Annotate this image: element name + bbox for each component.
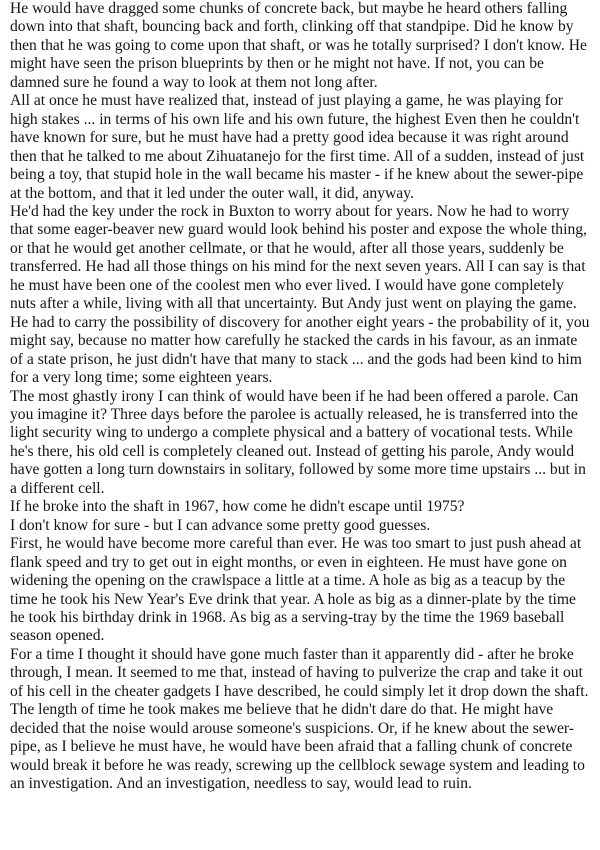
paragraph-4: He had to carry the possibility of discovery for another eight years - the probability of it, you might say, because no matter how carefully he stacked the cards in his favour, as an inmate of a state prison, he just didn't have that many to stack ... and the gods had been kind to him for a very long time; some eighteen years.: [10, 313, 590, 387]
paragraph-6: If he broke into the shaft in 1967, how come he didn't escape until 1975?: [10, 498, 465, 516]
paragraph-5: The most ghastly irony I can think of would have been if he had been offered a parole. Can you imagine it? Three days before the parolee is actually released, he is transferred into the light security wing to undergo a complete physical and a battery of vocational tests. While he's there, his old cell is completely cleaned out. Instead of getting his parole, Andy would have gotten a long turn downstairs in solitary, followed by some more time upstairs ... but in a different cell.: [10, 387, 586, 497]
paragraph-7: I don't know for sure - but I can advance some pretty good guesses.: [10, 516, 431, 534]
paragraph-1: He would have dragged some chunks of concrete back, but maybe he heard others falling down into that shaft, bouncing back and forth, clinking off that standpipe. Did he know by then that he was going to come upon that shaft, or was he totally surprised? I don't know. He might have seen the prison blueprints by then or he might not have. If not, you can be damned sure he found a way to look at them not long after.: [10, 0, 587, 91]
paragraph-8: First, he would have become more careful than ever. He was too smart to just push ahead at flank speed and try to get out in eight months, or even in eighteen. He must have gone on widening the opening on the crawlspace a little at a time. A hole as big as a teacup by the time he took his New Year's Eve drink that year. A hole as big as a dinner-plate by the time he took his birthday drink in 1968. As big as a serving-tray by the time the 1969 baseball season opened.: [10, 535, 582, 645]
paragraph-3: He'd had the key under the rock in Buxton to worry about for years. Now he had to worry that some eager-beaver new guard would look behind his poster and expose the whole thing, or that he would get another cellmate, or that he would, after all those years, suddenly be transferred. He had all those things on his mind for the next seven years. All I can say is that he must have been one of the coolest men who ever lived. I would have gone completely nuts after a while, living with all that uncertainty. But Andy just went on playing the game.: [10, 202, 587, 313]
paragraph-9: For a time I thought it should have gone much faster than it apparently did - after he broke through, I mean. It seemed to me that, instead of having to pulverize the crap and take it out of his cell in the cheater gadgets I have described, he could simply let it drop down the shaft. The length of time he took makes me believe that he didn't dare do that. He might have decided that the noise would arouse someone's suspicions. Or, if he knew about the sewer-pipe, as I believe he must have, he would have been afraid that a falling chunk of concrete would break it before he was ready, screwing up the cellblock sewage system and leading to an investigation. And an investigation, needless to say, would lead to ruin.: [10, 645, 589, 793]
paragraph-2: All at once he must have realized that, instead of just playing a game, he was playing for high stakes ... in terms of his own life and his own future, the highest Even then he couldn't have known for sure, but he must have had a pretty good idea because it was right around then that he talked to me about Zihuatanejo for the first time. All of a sudden, instead of just being a toy, that stupid hole in the wall became his master - if he knew about the sewer-pipe at the bottom, and that it led under the outer wall, it did, anyway.: [10, 92, 585, 202]
